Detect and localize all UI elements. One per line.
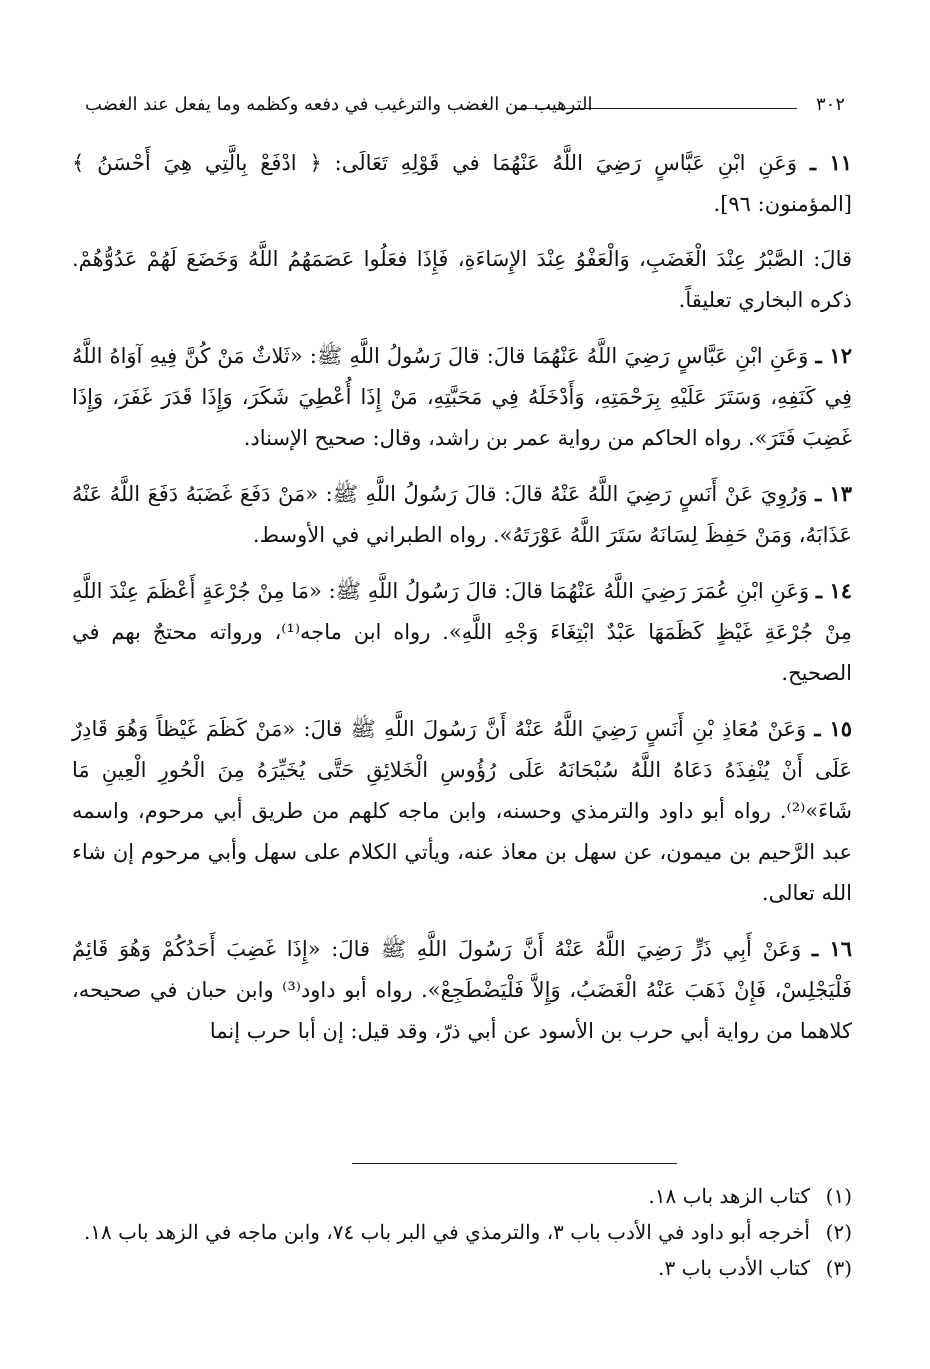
- paragraph-text: وَعَنِ ابْنِ عَبَّاسٍ رَضِيَ اللَّهُ عَنْهُمَا قالَ: قالَ رَسُولُ اللَّهِ ﷺ: «ثَلاثٌ مَنْ كُنَّ فِيهِ آوَاهُ اللَّهُ فِي كَنَفِهِ، وَسَتَرَ عَلَيْهِ بِرَحْمَتِهِ، وَأَدْخَلَهُ فِي مَحَبَّتِهِ، مَنْ إِذَا أُعْطِيَ شَكَرَ، وَإِذَا قَدَرَ غَفَرَ، وَإِذَا غَضِبَ فَتَرَ». رواه الحاكم من رواية عمر بن راشد، وقال: صحيح الإسناد.: [72, 344, 852, 450]
- hadith-number: ١٦ ـ: [811, 936, 852, 961]
- hadith-paragraph: [72, 570, 852, 694]
- hadith-paragraph: [72, 142, 852, 225]
- hadith-number: ١١ ـ: [809, 150, 852, 175]
- footnote-text: كتاب الزهد باب ١٨.: [648, 1184, 810, 1208]
- paragraph-text: وَعَنْ أَبِي ذَرٍّ رَضِيَ اللَّهُ عَنْهُ أَنَّ رَسُولَ اللَّهِ ﷺ قالَ: «إِذَا غَضِبَ أَحَدُكُمْ وَهُوَ قَائِمٌ فَلْيَجْلِسْ، فَإِنْ ذَهَبَ عَنْهُ الْغَضَبُ، وَإِلاَّ فَلْيَضْطَجِعْ». رواه أبو داود⁽³⁾ وابن حبان في صحيحه، كلاهما من رواية أبي حرب بن الأسود عن أبي ذرّ، وقد قيل: إن أبا حرب إنما: [72, 937, 852, 1043]
- body-text: [72, 142, 852, 1066]
- paragraph-text: وَعَنِ ابْنِ عُمَرَ رَضِيَ اللَّهُ عَنْهُمَا قالَ: قالَ رَسُولُ اللَّهِ ﷺ: «مَا مِنْ جُرْعَةٍ أَعْظَمَ عِنْدَ اللَّهِ مِنْ جُرْعَةِ غَيْظٍ كَظَمَهَا عَبْدٌ ابْتِغَاءَ وَجْهِ اللَّهِ». رواه ابن ماجه⁽¹⁾، ورواته محتجٌ بهم في الصحيح.: [72, 579, 852, 685]
- page-header: [85, 94, 845, 122]
- page-number: ٣٠٢: [815, 94, 845, 115]
- hadith-paragraph: [72, 239, 852, 321]
- hadith-number: ١٢ ـ: [815, 343, 852, 368]
- footnotes: [72, 1178, 852, 1286]
- footnote-mark: (٢): [825, 1220, 852, 1244]
- footnote: [72, 1250, 852, 1286]
- hadith-paragraph: [72, 473, 852, 556]
- footnote: [72, 1214, 852, 1250]
- paragraph-text: قالَ: الصَّبْرُ عِنْدَ الْغَضَبِ، وَالْعَفْوُ عِنْدَ الإِسَاءَةِ، فَإِذَا فعَلُوا عَصَمَهُمُ اللَّهُ وَخَضَعَ لَهُمْ عَدُوُّهُمْ. ذكره البخاري تعليقاً.: [72, 247, 852, 312]
- footnote-mark: (١): [825, 1184, 852, 1208]
- hadith-number: ١٤ ـ: [815, 578, 852, 603]
- paragraph-text: وَرُوِيَ عَنْ أَنَسٍ رَضِيَ اللَّهُ عَنْهُ قالَ: قالَ رَسُولُ اللَّهِ ﷺ: «مَنْ دَفَعَ غَضَبَهُ دَفَعَ اللَّهُ عَنْهُ عَذَابَهُ، وَمَنْ حَفِظَ لِسَانَهُ سَتَرَ اللَّهُ عَوْرَتَهُ». رواه الطبراني في الأوسط.: [72, 482, 852, 547]
- hadith-number: ١٥ ـ: [814, 716, 852, 741]
- footnote-separator: [352, 1163, 677, 1164]
- running-title: الترهيب من الغضب والترغيب في دفعه وكظمه وما يفعل عند الغضب: [85, 94, 593, 115]
- hadith-paragraph: [72, 708, 852, 914]
- hadith-number: ١٣ ـ: [815, 481, 852, 506]
- footnote: [72, 1178, 852, 1214]
- footnote-mark: (٣): [825, 1256, 852, 1280]
- hadith-paragraph: [72, 928, 852, 1052]
- footnote-text: أخرجه أبو داود في الأدب باب ٣، والترمذي في البر باب ٧٤، وابن ماجه في الزهد باب ١٨.: [83, 1220, 810, 1244]
- footnote-text: كتاب الأدب باب ٣.: [658, 1256, 810, 1280]
- hadith-paragraph: [72, 335, 852, 459]
- paragraph-text: وَعَنِ ابْنِ عَبَّاسٍ رَضِيَ اللَّهُ عَنْهُمَا في قَوْلِهِ تَعَالَى: ﴿ ادْفَعْ بِالَّتِي هِيَ أَحْسَنُ ﴾ [المؤمنون: ٩٦].: [72, 151, 852, 216]
- paragraph-text: وَعَنْ مُعَاذِ بْنِ أَنَسٍ رَضِيَ اللَّهُ عَنْهُ أَنَّ رَسُولَ اللَّهِ ﷺ قالَ: «مَنْ كَظَمَ غَيْظاً وَهُوَ قَادِرٌ عَلَى أَنْ يُنْفِذَهُ دَعَاهُ اللَّهُ سُبْحَانَهُ عَلَى رُؤُوسِ الْخَلائِقِ حَتَّى يُخَيِّرَهُ مِنَ الْحُورِ الْعِينِ مَا شَاءَ»⁽²⁾. رواه أبو داود والترمذي وحسنه، وابن ماجه كلهم من طريق أبي مرحوم، واسمه عبد الرَّحيم بن ميمون، عن سهل بن معاذ عنه، ويأتي الكلام على سهل وأبي مرحوم إن شاء الله تعالى.: [72, 717, 852, 905]
